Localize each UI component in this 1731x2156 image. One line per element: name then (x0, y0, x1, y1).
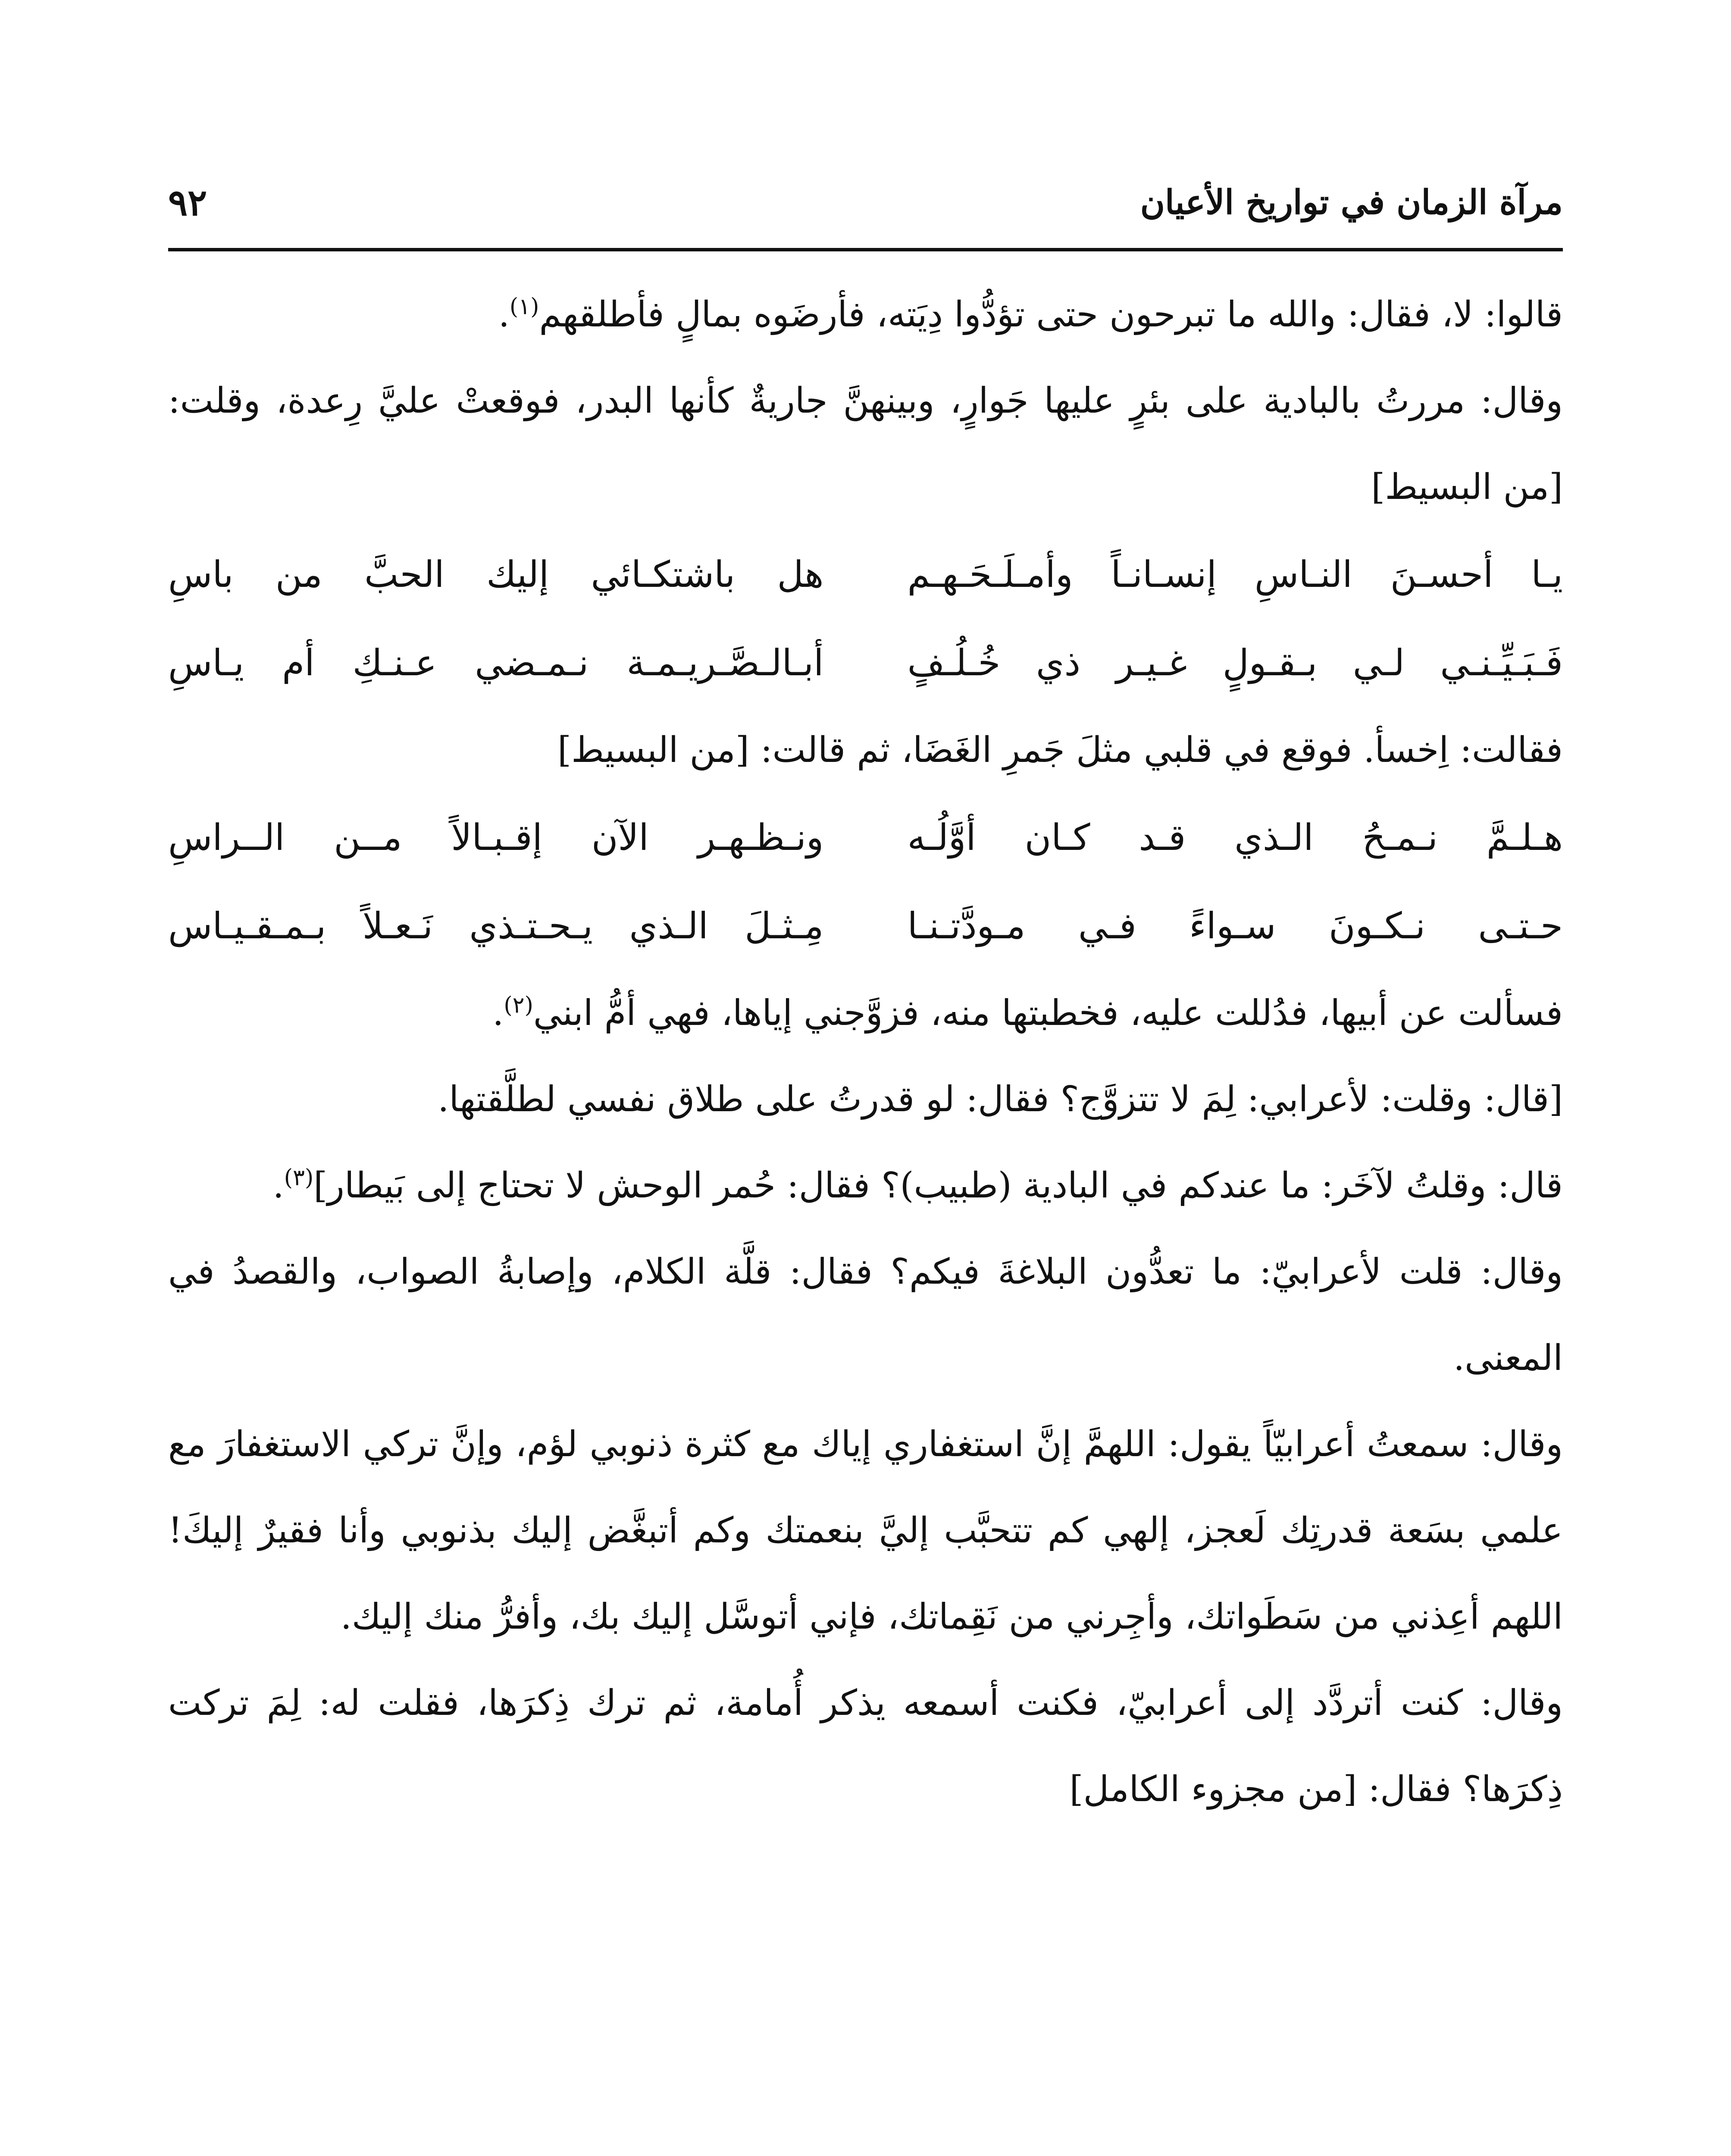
page-number: ٩٢ (168, 181, 207, 224)
verse-second-hemistich: مِـثـلَ الـذي يـحـتـذي نَـعـلاً بـمـقـيـاس (168, 905, 824, 947)
meter-label: [من البسيط] (557, 730, 749, 771)
verse-3 (168, 793, 1563, 882)
paragraph-9 (168, 1660, 1563, 1833)
footnote-ref-3: (٣) (284, 1165, 314, 1191)
footnote-ref-2: (٢) (504, 992, 533, 1018)
meter-label: [من البسيط] (1371, 467, 1563, 508)
paragraph-end: . (498, 294, 510, 335)
paragraph-3 (168, 707, 1563, 793)
paragraph-8: وقال: سمعتُ أعرابيّاً يقول: اللهمَّ إنَّ استغفاري إياك مع كثرة ذنوبي لؤم، وإنَّ تركي الاستغفارَ مع علمي بسَعة قدرتِك لَعجز، إلهي كم تتحبَّب إليَّ بنعمتك وكم أتبغَّض إليك بذنوبي وأنا فقيرٌ إليكَ! اللهم أعِذني من سَطَواتك، وأجِرني من نَقِماتك، فإني أتوسَّل إليك بك، وأفرُّ منك إليك. (168, 1424, 1563, 1637)
main-text (168, 272, 1563, 1833)
paragraph-1 (168, 272, 1563, 358)
book-title: مرآة الزمان في تواريخ الأعيان (1140, 183, 1563, 222)
meter-label: [من مجزوء الكامل] (1069, 1769, 1357, 1810)
verse-2 (168, 619, 1563, 707)
verse-second-hemistich: ونـظـهـر الآن إقـبـالاً مــن الــراسِ (168, 816, 824, 859)
header-rule (168, 248, 1563, 251)
verse-4 (168, 882, 1563, 970)
verse-second-hemistich: أبـالـصَّـريـمـة نـمـضي عـنـكِ أم يـاسِ (168, 642, 824, 684)
paragraph-text: وقال: كنت أتردَّد إلى أعرابيّ، فكنت أسمعه يذكر أُمامة، ثم ترك ذِكرَها، فقلت له: لِمَ تركت ذِكرَها؟ فقال: (168, 1683, 1563, 1810)
paragraph-7: وقال: قلت لأعرابيّ: ما تعدُّون البلاغةَ فيكم؟ فقال: قلَّة الكلام، وإصابةُ الصواب، والقصدُ في المعنى. (168, 1251, 1563, 1379)
paragraph-text: فقالت: اِخسأ. فوقع في قلبي مثلَ جَمرِ الغَضَا، ثم قالت: (760, 730, 1563, 771)
verse-first-hemistich: هـلـمَّ نـمـحُ الـذي قـد كـان أوَّلُـه (907, 816, 1563, 859)
paragraph-5: [قال: وقلت: لأعرابي: لِمَ لا تتزوَّج؟ فقال: لو قدرتُ على طلاق نفسي لطلَّقتها. (438, 1079, 1563, 1120)
paragraph-text: قال: وقلتُ لآخَر: ما عندكم في البادية (طبيب)؟ فقال: حُمر الوحش لا تحتاج إلى بَيطار] (313, 1165, 1563, 1206)
paragraph-6 (168, 1143, 1563, 1229)
paragraph-end: . (272, 1165, 284, 1206)
verse-first-hemistich: حـتـى نـكـونَ سـواءً فـي مـودَّتـنـا (907, 905, 1563, 947)
verse-1 (168, 530, 1563, 619)
verse-first-hemistich: يـا أحسـنَ النـاسِ إنسـانـاً وأمـلَـحَـهـم (907, 553, 1563, 595)
paragraph-text: وقال: مررتُ بالبادية على بئرٍ عليها جَوارٍ، وبينهنَّ جاريةٌ كأنها البدر، فوقعتْ عليَّ رِعدة، وقلت: (168, 380, 1563, 421)
paragraph-text: فسألت عن أبيها، فدُللت عليه، فخطبتها منه، فزوَّجني إياها، فهي أمُّ ابني (533, 993, 1563, 1034)
paragraph-end: . (492, 993, 504, 1034)
paragraph-4 (168, 970, 1563, 1056)
verse-first-hemistich: فَـبَـيِّـنـي لـي بـقـولٍ غـيـر ذي خُـلُـفٍ (907, 642, 1563, 684)
verse-second-hemistich: هل باشتكـائي إليك الحبَّ من باسِ (168, 553, 824, 595)
footnote-ref-1: (١) (509, 294, 539, 320)
paragraph-text: قالوا: لا، فقال: والله ما تبرحون حتى تؤدُّوا دِيَته، فأرضَوه بمالٍ فأطلقهم (539, 294, 1563, 335)
paragraph-2 (168, 358, 1563, 530)
running-head (168, 177, 1563, 229)
